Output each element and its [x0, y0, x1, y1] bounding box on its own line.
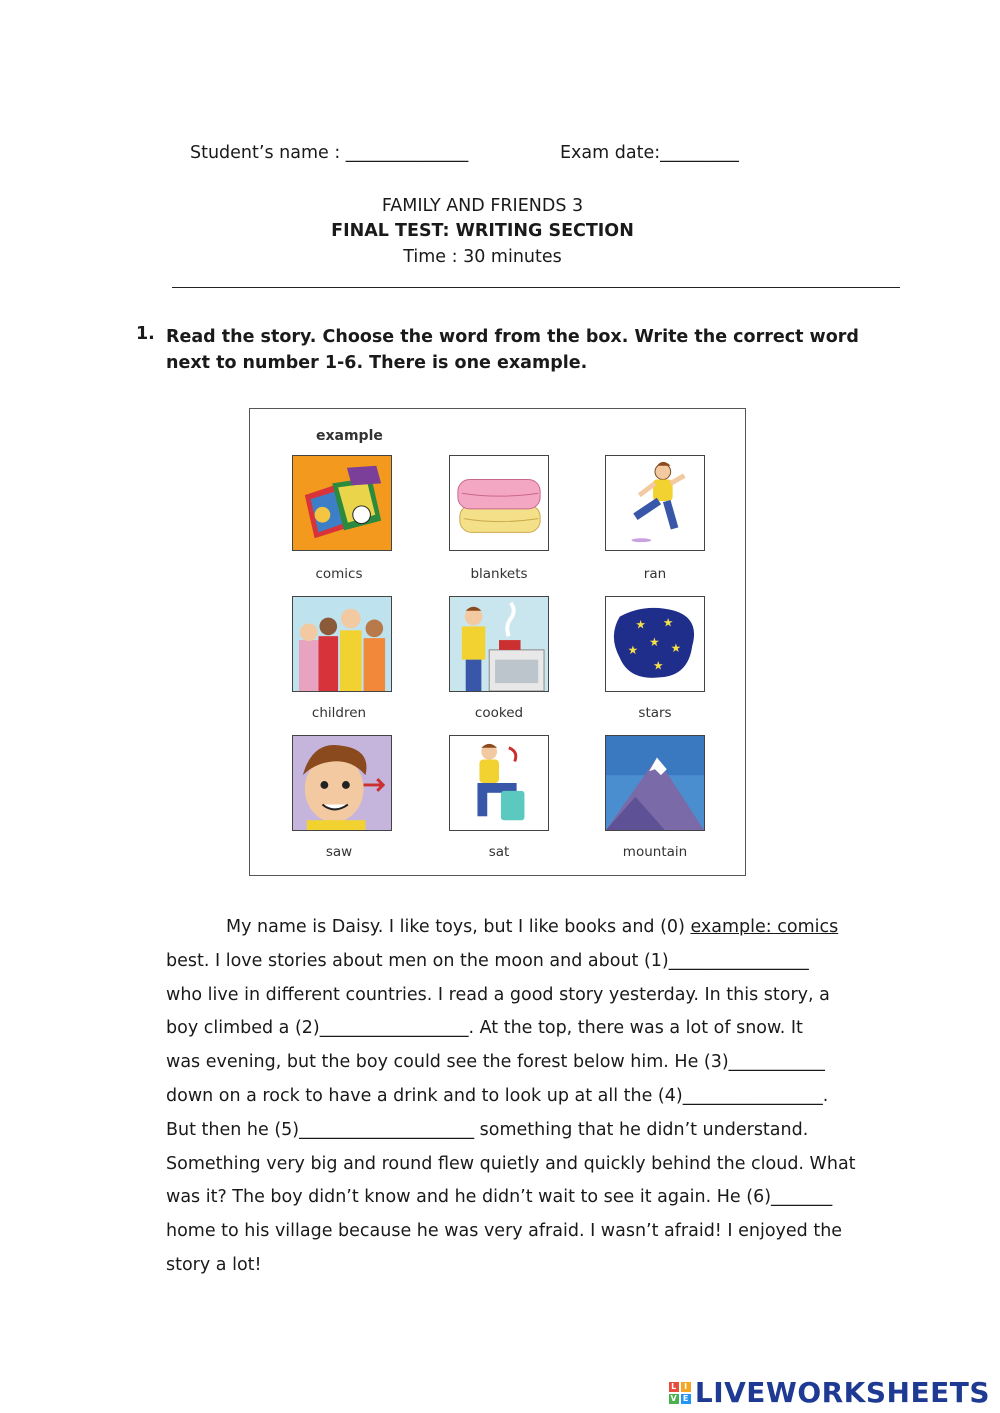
- svg-text:★: ★: [635, 617, 646, 632]
- brand-letter-v: V: [670, 1393, 678, 1403]
- header-divider: [172, 287, 900, 288]
- brand-name: LIVEWORKSHEETS: [694, 1376, 990, 1409]
- story-line-9: was it? The boy didn’t know and he didn’t wait to see it again. He (6)_______: [166, 1187, 833, 1208]
- svg-text:★: ★: [670, 640, 682, 655]
- story-line-10: home to his village because he was very afraid. I wasn’t afraid! I enjoyed the: [166, 1221, 843, 1242]
- svg-text:★: ★: [653, 658, 664, 673]
- story-line-1: [166, 911, 906, 945]
- stars-picture: [605, 596, 705, 692]
- exam-date-field: Exam date:_________: [560, 143, 739, 163]
- cooked-picture: [449, 596, 549, 692]
- svg-text:★: ★: [627, 642, 639, 657]
- mountain-picture: [605, 735, 705, 831]
- brand-letter-i: I: [681, 1382, 691, 1392]
- example-label: example: [316, 428, 383, 444]
- word-saw: saw: [325, 844, 353, 860]
- story-line-2: best. I love stories about men on the moon and about (1)________________: [166, 950, 809, 971]
- brand-grid-icon: [669, 1382, 691, 1404]
- word-comics: comics: [315, 566, 363, 582]
- svg-text:★: ★: [649, 634, 660, 649]
- brand-letter-e: E: [681, 1394, 691, 1404]
- ran-picture: [605, 455, 705, 551]
- story-line-6: down on a rock to have a drink and to look up at all the (4)________________.: [166, 1085, 829, 1106]
- liveworksheets-logo: [669, 1376, 990, 1409]
- instruction-line-1: Read the story. Choose the word from the box. Write the correct word: [166, 327, 859, 347]
- story-text: [166, 911, 906, 1283]
- story-line-8: Something very big and round flew quietly and quickly behind the cloud. What: [166, 1153, 856, 1174]
- question-instructions: [166, 324, 926, 376]
- instruction-line-2: next to number 1-6. There is one example.: [166, 353, 588, 373]
- test-title: FINAL TEST: WRITING SECTION: [331, 221, 634, 241]
- word-sat: sat: [488, 844, 510, 860]
- word-stars: stars: [638, 705, 672, 721]
- story-line-11: story a lot!: [166, 1254, 262, 1275]
- children-picture: [292, 596, 392, 692]
- word-children: children: [311, 705, 367, 721]
- story-line-1-text: My name is Daisy. I like toys, but I like books and (0): [226, 917, 691, 937]
- example-answer: example: comics: [690, 917, 839, 937]
- brand-letter-l: L: [669, 1382, 679, 1392]
- svg-text:★: ★: [662, 615, 674, 630]
- story-line-7: But then he (5)____________________ something that he didn’t understand.: [166, 1119, 809, 1140]
- comics-picture: [292, 455, 392, 551]
- time-limit: Time : 30 minutes: [403, 247, 562, 267]
- word-ran: ran: [643, 566, 667, 582]
- student-name-field: Student’s name : ______________: [190, 143, 469, 163]
- story-line-3: who live in different countries. I read a good story yesterday. In this story, a: [166, 984, 830, 1005]
- story-line-4: boy climbed a (2)_________________. At the top, there was a lot of snow. It: [166, 1018, 803, 1039]
- story-line-5: was evening, but the boy could see the forest below him. He (3)___________: [166, 1052, 825, 1073]
- sat-picture: [449, 735, 549, 831]
- question-number: 1.: [136, 324, 155, 344]
- book-title: FAMILY AND FRIENDS 3: [381, 196, 584, 216]
- blankets-picture: [449, 455, 549, 551]
- saw-picture: [292, 735, 392, 831]
- word-blankets: blankets: [470, 566, 528, 582]
- word-mountain: mountain: [622, 844, 688, 860]
- word-cooked: cooked: [474, 705, 524, 721]
